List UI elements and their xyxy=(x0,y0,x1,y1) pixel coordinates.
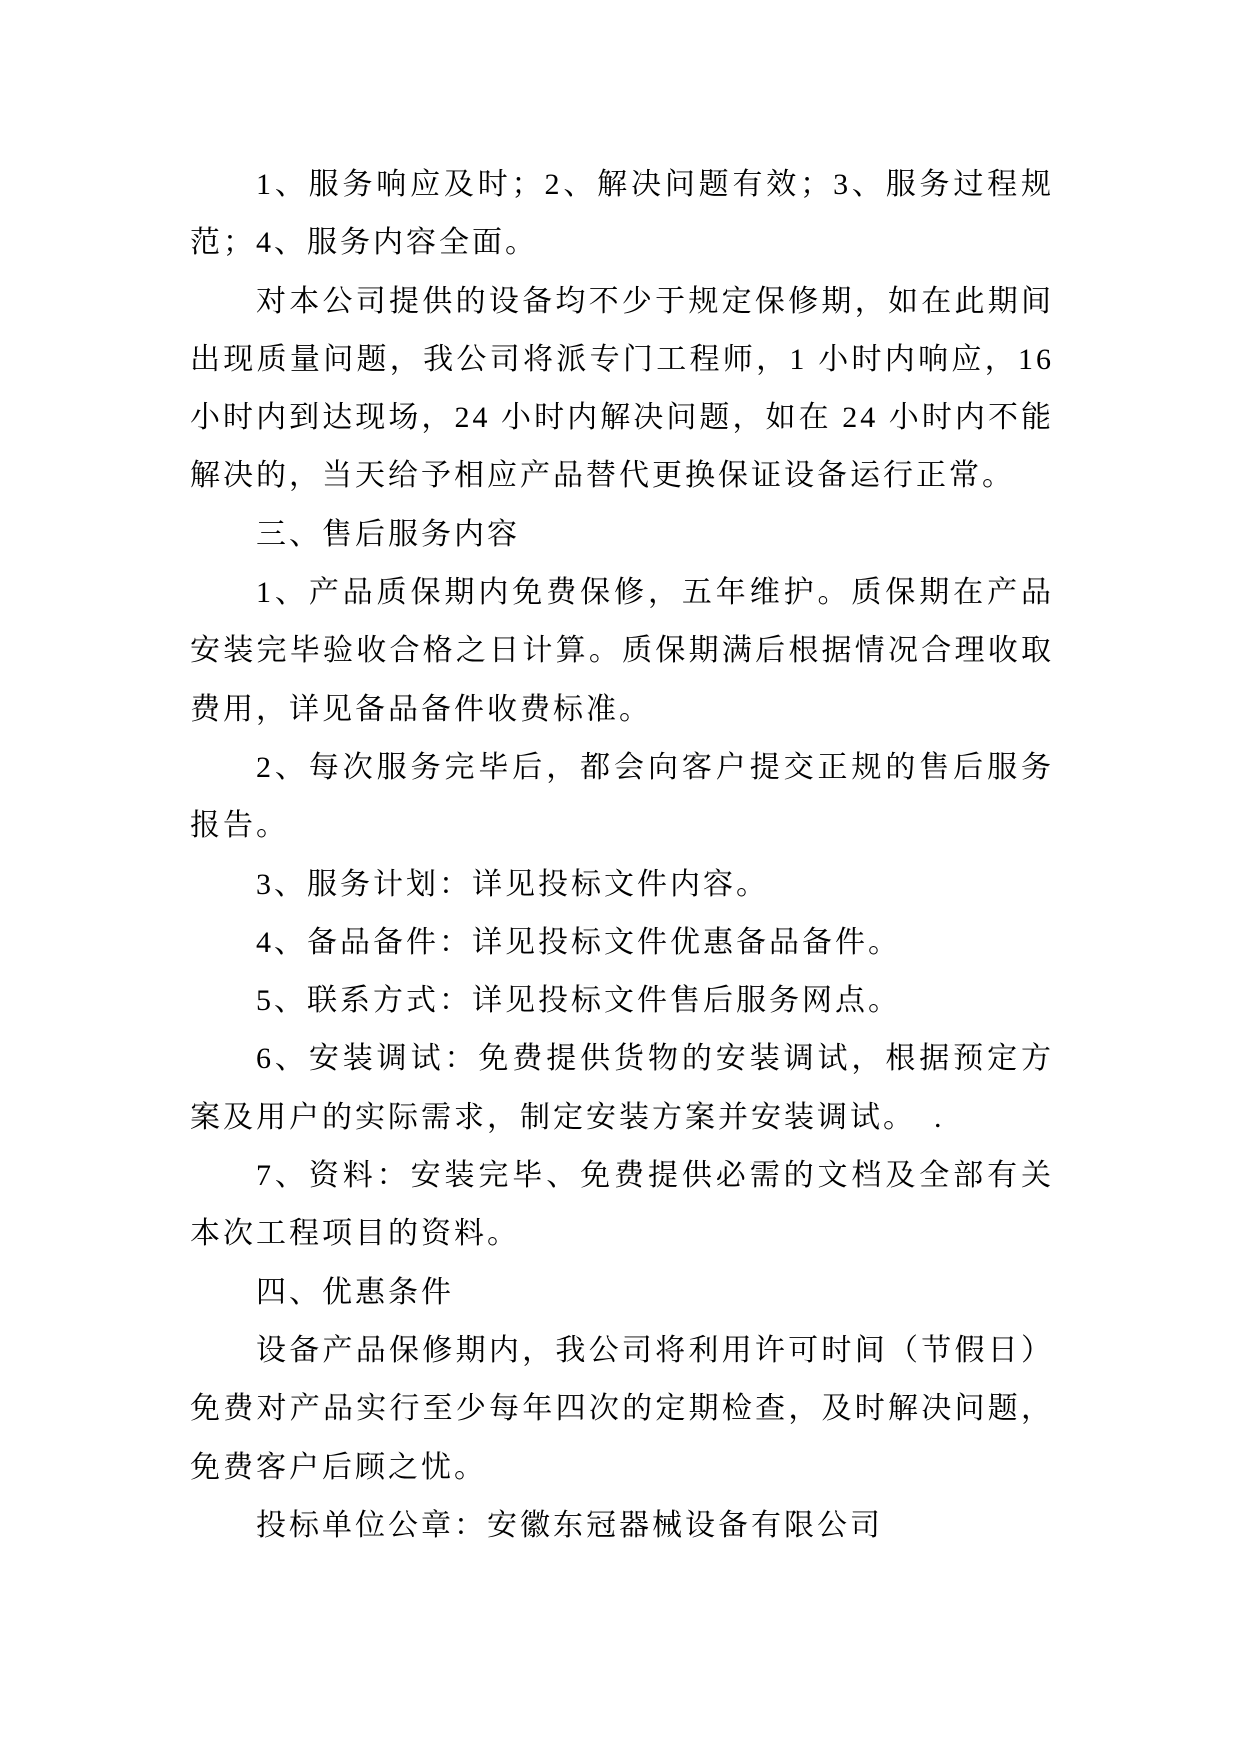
list-item-1 xyxy=(190,564,1054,739)
list-item-3 xyxy=(190,856,1054,914)
paragraph-line: 设备产品保修期内，我公司将利用许可时间（节假日） xyxy=(256,1333,1054,1367)
paragraph-line: 1、服务响应及时；2、解决问题有效；3、服务过程规 xyxy=(256,168,1054,201)
paragraph-line: 3、服务计划：详见投标文件内容。 xyxy=(256,867,769,901)
paragraph-line: 案及用户的实际需求，制定安装方案并安装调试。 . xyxy=(190,1100,945,1134)
section-heading: 四、优惠条件 xyxy=(256,1275,454,1309)
paragraph-line: 对本公司提供的设备均不少于规定保修期，如在此期间 xyxy=(256,284,1054,318)
section-heading-after-sales xyxy=(190,506,1054,564)
paragraph-line: 免费客户后顾之忧。 xyxy=(190,1450,487,1484)
warranty-paragraph xyxy=(190,273,1054,506)
document-body xyxy=(190,156,1054,1555)
paragraph-line: 小时内到达现场，24 小时内解决问题，如在 24 小时内不能 xyxy=(190,401,1054,435)
paragraph-line: 7、资料：安装完毕、免费提供必需的文档及全部有关 xyxy=(256,1159,1054,1193)
paragraph-line: 解决的，当天给予相应产品替代更换保证设备运行正常。 xyxy=(190,459,1015,493)
paragraph-line: 2、每次服务完毕后，都会向客户提交正规的售后服务 xyxy=(256,750,1054,784)
paragraph-line: 出现质量问题，我公司将派专门工程师，1 小时内响应，16 xyxy=(190,342,1054,376)
paragraph-line: 范；4、服务内容全面。 xyxy=(190,226,538,260)
discount-paragraph xyxy=(190,1322,1054,1497)
paragraph-line: 免费对产品实行至少每年四次的定期检查，及时解决问题， xyxy=(190,1392,1054,1426)
paragraph-line: 安装完毕验收合格之日计算。质保期满后根据情况合理收取 xyxy=(190,634,1054,668)
section-heading: 三、售后服务内容 xyxy=(256,517,520,551)
bidder-seal-line: 投标单位公章：安徽东冠器械设备有限公司 xyxy=(256,1508,883,1542)
list-item-5 xyxy=(190,972,1054,1030)
paragraph-line: 5、联系方式：详见投标文件售后服务网点。 xyxy=(256,984,901,1018)
list-item-7 xyxy=(190,1147,1054,1264)
list-item-2 xyxy=(190,739,1054,856)
paragraph-line: 报告。 xyxy=(190,809,289,843)
bidder-seal-paragraph xyxy=(190,1497,1054,1555)
section-heading-discount xyxy=(190,1264,1054,1322)
paragraph-line: 6、安装调试：免费提供货物的安装调试，根据预定方 xyxy=(256,1042,1054,1076)
paragraph-line: 4、备品备件：详见投标文件优惠备品备件。 xyxy=(256,925,901,959)
paragraph-line: 1、产品质保期内免费保修，五年维护。质保期在产品 xyxy=(256,576,1054,610)
list-item-6 xyxy=(190,1030,1054,1147)
paragraph-line: 费用，详见备品备件收费标准。 xyxy=(190,692,652,726)
list-item-4 xyxy=(190,914,1054,972)
service-standards-paragraph xyxy=(190,156,1054,273)
paragraph-line: 本次工程项目的资料。 xyxy=(190,1217,520,1251)
